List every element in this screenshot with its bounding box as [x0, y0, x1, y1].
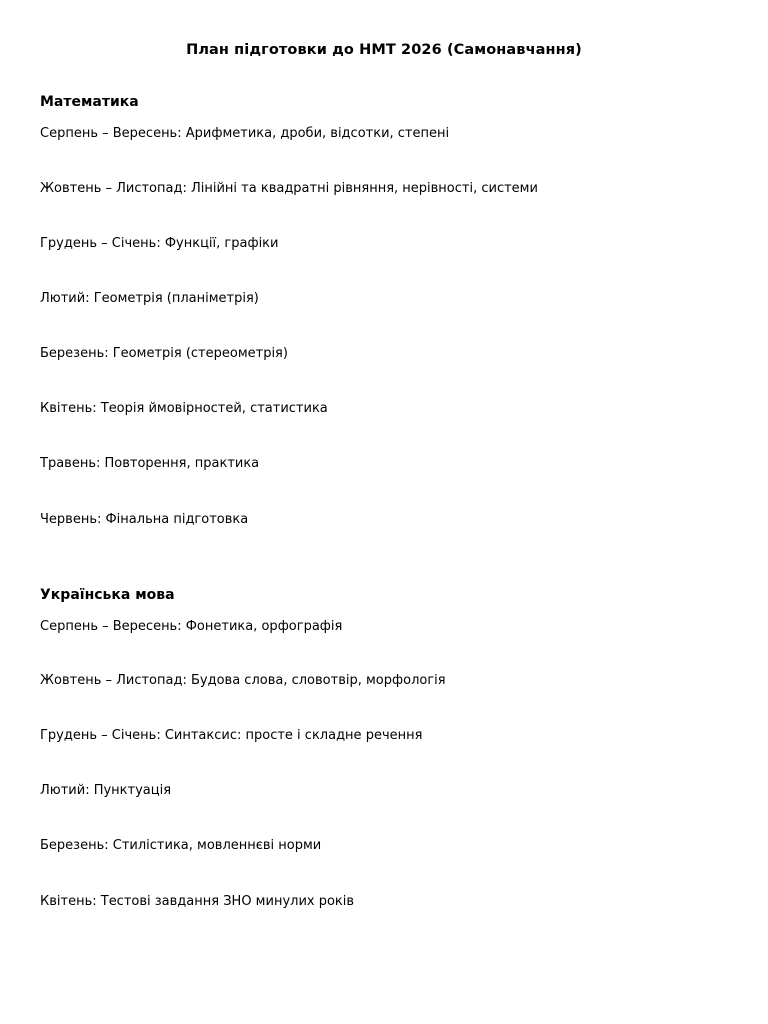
- document-title: План підготовки до НМТ 2026 (Самонавчання): [186, 42, 582, 58]
- section-heading-mathematics: Математика: [40, 94, 139, 110]
- plan-item: Лютий: Пунктуація: [40, 783, 172, 798]
- plan-item: Серпень – Вересень: Фонетика, орфографія: [40, 619, 343, 634]
- plan-item: Грудень – Січень: Синтаксис: просте і складне речення: [40, 728, 423, 743]
- plan-item: Червень: Фінальна підготовка: [40, 512, 249, 527]
- plan-item: Березень: Стилістика, мовленнєві норми: [40, 838, 322, 853]
- plan-item: Травень: Повторення, практика: [40, 456, 260, 471]
- plan-item: Серпень – Вересень: Арифметика, дроби, відсотки, степені: [40, 126, 450, 141]
- section-heading-ukrainian: Українська мова: [40, 587, 175, 603]
- plan-item: Грудень – Січень: Функції, графіки: [40, 236, 279, 251]
- plan-item: Лютий: Геометрія (планіметрія): [40, 291, 259, 306]
- plan-item: Квітень: Теорія ймовірностей, статистика: [40, 401, 328, 416]
- plan-item: Жовтень – Листопад: Лінійні та квадратні рівняння, нерівності, системи: [40, 181, 538, 196]
- plan-item: Квітень: Тестові завдання ЗНО минулих років: [40, 894, 355, 909]
- plan-item: Березень: Геометрія (стереометрія): [40, 346, 288, 361]
- plan-item: Жовтень – Листопад: Будова слова, словотвір, морфологія: [40, 673, 446, 688]
